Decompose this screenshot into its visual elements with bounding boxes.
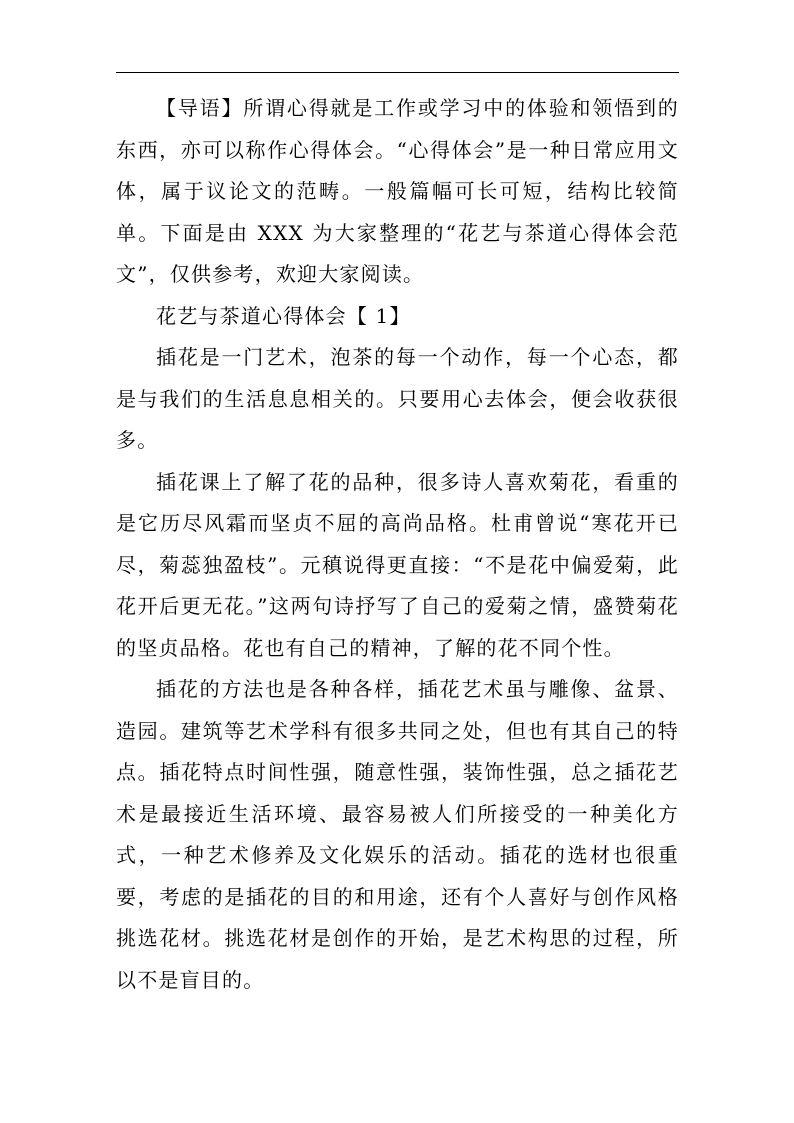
section-heading: 花艺与茶道心得体会【 1】 [156,303,411,328]
document-body [116,88,679,1001]
body-paragraph-2: 插花课上了解了花的品种，很多诗人喜欢菊花，看重的是它历尽风霜而坚贞不屈的高尚品格。杜甫曾说“寒花开已尽，菊蕊独盈枝”。元稹说得更直接：“不是花中偏爱菊，此花开后更无花。”这两句诗抒写了自己的爱菊之情，盛赞菊花的坚贞品格。花也有自己的精神，了解的花不同个性。 [116,469,679,660]
body-paragraph-1: 插花是一门艺术，泡茶的每一个动作，每一个心态，都是与我们的生活息息相关的。只要用心去体会，便会收获很多。 [116,345,679,452]
body-paragraph-3: 插花的方法也是各种各样，插花艺术虽与雕像、盆景、造园。建筑等艺术学科有很多共同之处，但也有其自己的特点。插花特点时间性强，随意性强，装饰性强，总之插花艺术是最接近生活环境、最容易被人们所接受的一种美化方式，一种艺术修养及文化娱乐的活动。插花的选材也很重要，考虑的是插花的目的和用途，还有个人喜好与创作风格挑选花材。挑选花材是创作的开始，是艺术构思的过程，所以不是盲目的。 [116,677,679,992]
intro-paragraph: 【导语】所谓心得就是工作或学习中的体验和领悟到的东西，亦可以称作心得体会。“心得体会”是一种日常应用文体，属于议论文的范畴。一般篇幅可长可短，结构比较简单。下面是由 XXX 为大家整理的“花艺与茶道心得体会范文”，仅供参考，欢迎大家阅读。 [116,96,679,286]
header-divider [116,72,679,73]
